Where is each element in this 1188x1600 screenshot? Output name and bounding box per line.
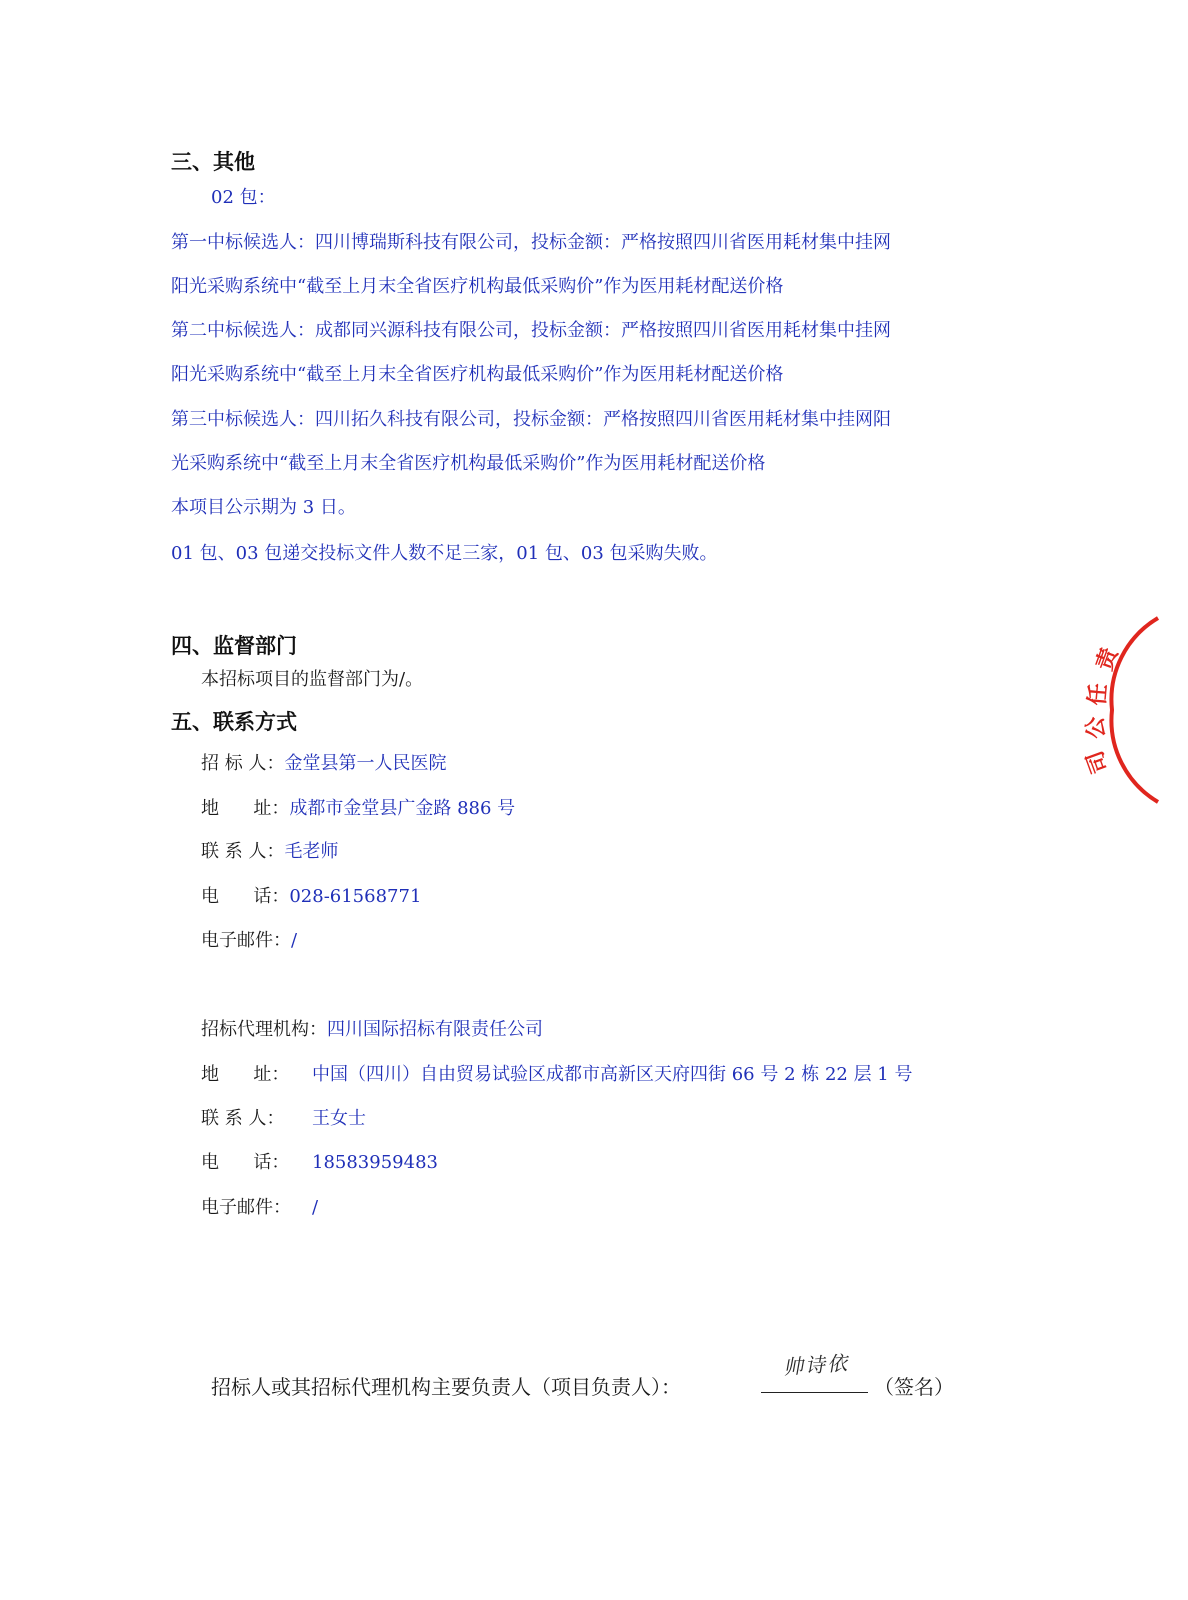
agency-address-label: 地 址： (201, 1064, 290, 1085)
section-5-heading: 五、联系方式 (171, 710, 297, 734)
tenderer-email-row (201, 929, 297, 953)
handwritten-signature: 帅诗依 (782, 1350, 850, 1380)
svg-text:公: 公 (1083, 715, 1110, 740)
agency-contact-label: 联 系 人： (201, 1108, 285, 1129)
candidate-3-line-2: 光采购系统中“截至上月末全省医疗机构最低采购价”作为医用耗材配送价格 (171, 453, 766, 474)
candidate-1-line-1: 第一中标候选人：四川博瑞斯科技有限公司，投标金额：严格按照四川省医用耗材集中挂网 (171, 232, 891, 253)
tenderer-email-label: 电子邮件： (201, 930, 291, 951)
tenderer-address: 成都市金堂县广金路 886 号 (289, 798, 516, 819)
candidate-3-line-1: 第三中标候选人：四川拓久科技有限公司，投标金额：严格按照四川省医用耗材集中挂网阳 (171, 409, 891, 430)
agency-phone: 18583959483 (312, 1152, 438, 1173)
agency-phone-label: 电 话： (201, 1152, 290, 1173)
signature-label: 招标人或其招标代理机构主要负责人（项目负责人）： (211, 1375, 681, 1399)
agency-name-label: 招标代理机构： (201, 1019, 327, 1040)
svg-text:责: 责 (1092, 644, 1124, 675)
agency-phone-row (201, 1151, 438, 1175)
section-3-heading: 三、其他 (171, 150, 255, 174)
tenderer-name: 金堂县第一人民医院 (284, 753, 447, 774)
agency-contact-row (201, 1107, 366, 1131)
tenderer-email: / (291, 930, 298, 951)
agency-email: / (312, 1197, 319, 1218)
failed-packages-note: 01 包、03 包递交投标文件人数不足三家，01 包、03 包采购失败。 (171, 543, 718, 564)
official-seal-stamp (1082, 610, 1188, 810)
tenderer-phone-row (201, 885, 421, 909)
candidate-1-line-2: 阳光采购系统中“截至上月末全省医疗机构最低采购价”作为医用耗材配送价格 (171, 276, 784, 297)
agency-name-row (201, 1018, 543, 1042)
agency-email-row (201, 1196, 318, 1220)
agency-address: 中国（四川）自由贸易试验区成都市高新区天府四街 66 号 2 栋 22 层 1 号 (312, 1064, 913, 1085)
tenderer-address-label: 地 址： (201, 798, 290, 819)
tenderer-name-row (201, 752, 446, 776)
signature-underline (761, 1392, 868, 1393)
tenderer-contact-label: 联 系 人： (201, 841, 285, 862)
tenderer-name-label: 招 标 人： (201, 753, 285, 774)
agency-email-label: 电子邮件： (201, 1197, 291, 1218)
tenderer-phone-label: 电 话： (201, 886, 290, 907)
tenderer-contact-row (201, 840, 338, 864)
tenderer-phone: 028-61568771 (289, 886, 422, 907)
candidate-2-line-1: 第二中标候选人：成都同兴源科技有限公司，投标金额：严格按照四川省医用耗材集中挂网 (171, 320, 891, 341)
notice-period: 本项目公示期为 3 日。 (171, 497, 356, 518)
candidate-2-line-2: 阳光采购系统中“截至上月末全省医疗机构最低采购价”作为医用耗材配送价格 (171, 364, 784, 385)
svg-text:任: 任 (1085, 682, 1112, 707)
signature-suffix: （签名） (874, 1375, 954, 1399)
agency-address-row (201, 1063, 912, 1087)
tenderer-contact: 毛老师 (284, 841, 339, 862)
section-4-heading: 四、监督部门 (171, 634, 297, 658)
tenderer-address-row (201, 797, 515, 821)
supervision-text: 本招标项目的监督部门为/。 (201, 669, 424, 690)
agency-name: 四川国际招标有限责任公司 (327, 1019, 543, 1040)
agency-contact: 王女士 (312, 1108, 366, 1129)
package-label: 02 包： (211, 187, 276, 208)
svg-text:司: 司 (1082, 747, 1114, 777)
